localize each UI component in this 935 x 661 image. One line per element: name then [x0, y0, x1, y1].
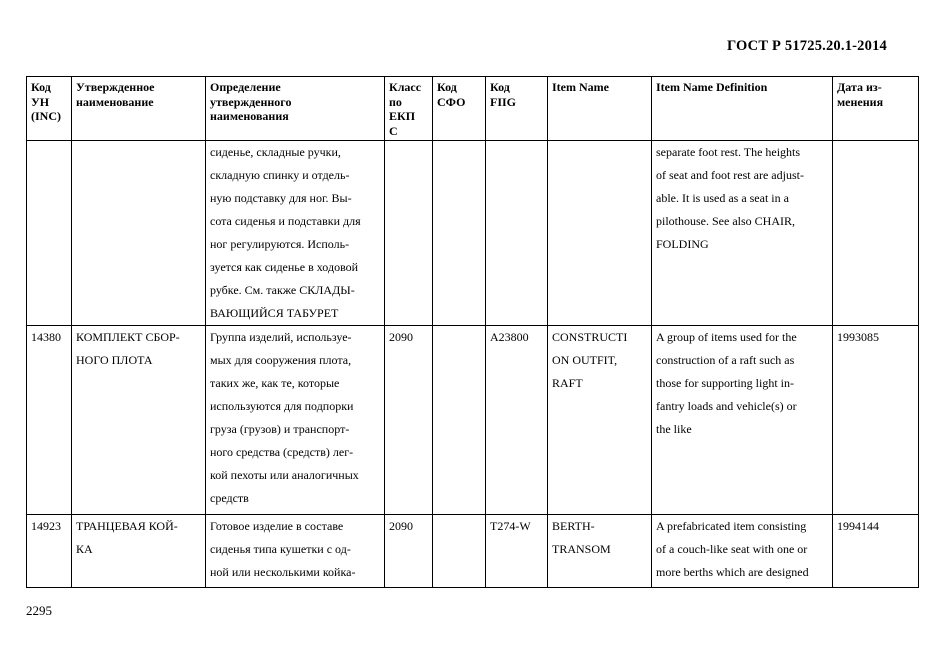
- column-header-definition: [206, 77, 385, 141]
- cell-text-line: FOLDING: [656, 237, 709, 251]
- table-row: [27, 515, 919, 588]
- cell-text-line: able. It is used as a seat in a: [656, 191, 789, 205]
- table-header-row: [27, 77, 919, 141]
- cell-text-line: ON OUTFIT,: [552, 353, 618, 367]
- column-header-sfo: [433, 77, 486, 141]
- cell-text-line: средств: [210, 491, 249, 505]
- cell-text-line: КОМПЛЕКТ СБОР-: [76, 330, 180, 344]
- cell-text-line: ног регулируются. Исполь-: [210, 237, 350, 251]
- cell-text-line: сиденья типа кушетки с од-: [210, 542, 351, 556]
- cell-text-line: separate foot rest. The heights: [656, 145, 801, 159]
- cell-text-line: сиденье, складные ручки,: [210, 145, 341, 159]
- page-number: 2295: [26, 603, 52, 618]
- cell-item-name: [548, 326, 652, 515]
- column-header-line: Код: [31, 80, 51, 94]
- cell-sfo: [433, 141, 486, 326]
- cell-text-line: the like: [656, 422, 692, 436]
- cell-text-line: КА: [76, 542, 93, 556]
- cell-fiig: T274-W: [486, 515, 548, 588]
- cell-text-line: зуется как сиденье в ходовой: [210, 260, 359, 274]
- column-header-item-name-definition: [652, 77, 833, 141]
- cell-item-name-definition: [652, 141, 833, 326]
- cell-item-name-definition: [652, 515, 833, 588]
- cell-sfo: [433, 326, 486, 515]
- cell-text-line: ВАЮЩИЙСЯ ТАБУРЕТ: [210, 306, 339, 320]
- cell-inc: [27, 141, 72, 326]
- cell-class: [385, 141, 433, 326]
- column-header-line: Дата из-: [837, 80, 882, 94]
- cell-item-name-definition: [652, 326, 833, 515]
- cell-item-name: [548, 141, 652, 326]
- column-header-line: С: [389, 123, 398, 138]
- column-header-line: утвержденного: [210, 94, 292, 109]
- column-header-line: Item Name: [552, 80, 609, 94]
- cell-definition: [206, 141, 385, 326]
- cell-text-line: ную подставку для ног. Вы-: [210, 191, 352, 205]
- cell-text-line: рубке. См. также СКЛАДЫ-: [210, 283, 355, 297]
- column-header-line: FIIG: [490, 94, 517, 109]
- table-row: [27, 141, 919, 326]
- cell-text-line: Готовое изделие в составе: [210, 519, 344, 533]
- cell-inc: 14923: [27, 515, 72, 588]
- cell-text-line: pilothouse. See also CHAIR,: [656, 214, 795, 228]
- column-header-line: (INC): [31, 109, 61, 123]
- cell-approved-name: [72, 326, 206, 515]
- column-header-line: Класс: [389, 80, 422, 94]
- cell-text-line: RAFT: [552, 376, 583, 390]
- cell-text-line: A group of items used for the: [656, 330, 797, 344]
- cell-text-line: ной или несколькими койка-: [210, 565, 356, 579]
- cell-text-line: construction of a raft such as: [656, 353, 795, 367]
- cell-text-line: Группа изделий, используе-: [210, 330, 352, 344]
- cell-text-line: more berths which are designed: [656, 565, 809, 579]
- document-standard-header: ГОСТ Р 51725.20.1-2014: [726, 38, 887, 54]
- cell-text-line: НОГО ПЛОТА: [76, 353, 153, 367]
- column-header-line: менения: [837, 94, 884, 109]
- cell-text-line: A prefabricated item consisting: [656, 519, 807, 533]
- cell-fiig: A23800: [486, 326, 548, 515]
- cell-inc: 14380: [27, 326, 72, 515]
- column-header-inc: [27, 77, 72, 141]
- column-header-line: Код: [437, 80, 457, 94]
- cell-text-line: кой пехоты или аналогичных: [210, 468, 359, 482]
- column-header-line: наименование: [76, 94, 154, 109]
- cell-definition: [206, 326, 385, 515]
- column-header-line: СФО: [437, 94, 466, 109]
- cell-text-line: складную спинку и отдель-: [210, 168, 350, 182]
- cell-text-line: CONSTRUCTI: [552, 330, 628, 344]
- cell-text-line: сота сиденья и подставки для: [210, 214, 361, 228]
- column-header-line: Item Name Definition: [656, 80, 768, 94]
- cell-text-line: мых для сооружения плота,: [210, 353, 352, 367]
- cell-approved-name: [72, 515, 206, 588]
- column-header-change-date: [833, 77, 919, 141]
- cell-text-line: of a couch-like seat with one or: [656, 542, 808, 556]
- cell-text-line: of seat and foot rest are adjust-: [656, 168, 804, 182]
- table-row: [27, 326, 919, 515]
- column-header-line: ЕКП: [389, 109, 416, 123]
- column-header-approved-name: [72, 77, 206, 141]
- cell-item-name: [548, 515, 652, 588]
- cell-text-line: fantry loads and vehicle(s) or: [656, 399, 797, 413]
- cell-text-line: ного средства (средств) лег-: [210, 445, 354, 459]
- nomenclature-table: [26, 76, 919, 588]
- cell-fiig: [486, 141, 548, 326]
- column-header-item-name: [548, 77, 652, 141]
- cell-text-line: TRANSOM: [552, 542, 611, 556]
- column-header-line: Утвержденное: [76, 80, 155, 94]
- column-header-line: наименования: [210, 109, 289, 123]
- cell-text-line: BERTH-: [552, 519, 595, 533]
- cell-definition: [206, 515, 385, 588]
- column-header-line: УН: [31, 94, 50, 109]
- cell-change-date: 1993085: [833, 326, 919, 515]
- cell-class: 2090: [385, 326, 433, 515]
- cell-change-date: [833, 141, 919, 326]
- cell-text-line: those for supporting light in-: [656, 376, 794, 390]
- cell-change-date: 1994144: [833, 515, 919, 588]
- column-header-line: по: [389, 94, 402, 109]
- column-header-class: [385, 77, 433, 141]
- cell-text-line: ТРАНЦЕВАЯ КОЙ-: [76, 519, 178, 533]
- cell-sfo: [433, 515, 486, 588]
- column-header-fiig: [486, 77, 548, 141]
- cell-text-line: таких же, как те, которые: [210, 376, 340, 390]
- cell-text-line: используются для подпорки: [210, 399, 354, 413]
- column-header-line: Определение: [210, 80, 281, 94]
- cell-approved-name: [72, 141, 206, 326]
- cell-class: 2090: [385, 515, 433, 588]
- column-header-line: Код: [490, 80, 510, 94]
- cell-text-line: груза (грузов) и транспорт-: [210, 422, 350, 436]
